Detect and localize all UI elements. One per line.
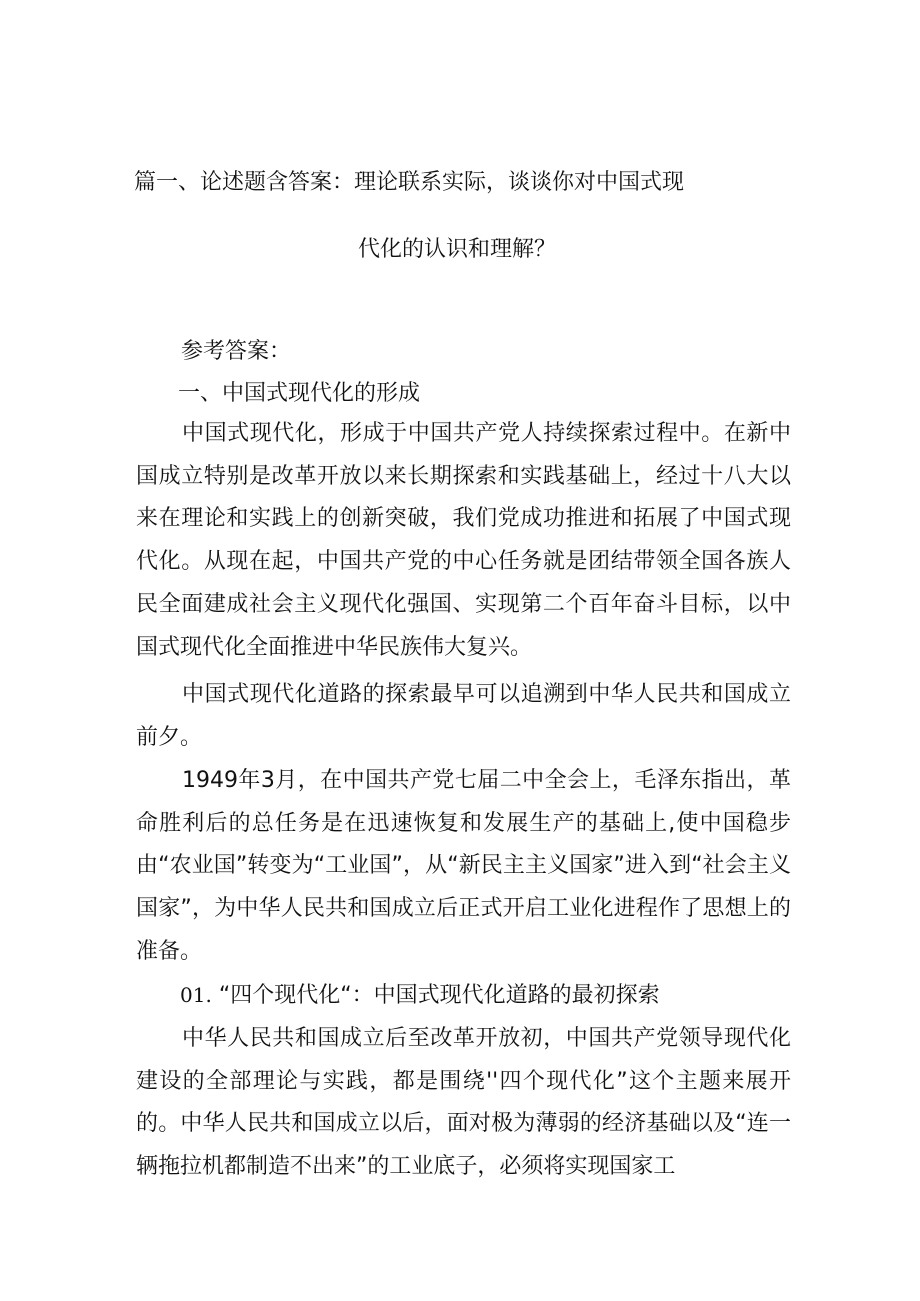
- section-heading-1: 一、中国式现代化的形成: [178, 381, 421, 406]
- reference-answer-label: 参考答案：: [181, 339, 292, 364]
- document-title-line-1: 篇一、论述题含答案：理论联系实际，谈谈你对中国式现: [134, 170, 685, 195]
- subsection-number: 01.: [180, 983, 212, 1007]
- document-title-line-2: 代化的认识和理解？: [358, 237, 557, 262]
- paragraph-3: 1949年3月，在中国共产党七届二中全会上，毛泽东指出，革命胜利后的总任务是在迅速恢复和发展生产的基础上,使中国稳步由“农业国”转变为“工业国”，从“新民主主义国家”进入到“社会主义国家”，为中华人民共和国成立后正式开启工业化进程作了思想上的准备。: [136, 768, 791, 964]
- paragraph-4: 中华人民共和国成立后至改革开放初，中国共产党领导现代化建设的全部理论与实践，都是围绕''四个现代化”这个主题来展开的。中华人民共和国成立以后，面对极为薄弱的经济基础以及“连一辆拖拉机都制造不出来”的工业底子，必须将实现国家工: [136, 1026, 791, 1180]
- subsection-heading-01: [180, 985, 660, 1007]
- paragraph-2: 中国式现代化道路的探索最早可以追溯到中华人民共和国成立前夕。: [136, 682, 791, 750]
- paragraph-1: 中国式现代化，形成于中国共产党人持续探索过程中。在新中国成立特别是改革开放以来长期探索和实践基础上，经过十八大以来在理论和实践上的创新突破，我们党成功推进和拓展了中国式现代化。从现在起，中国共产党的中心任务就是团结带领全国各族人民全面建成社会主义现代化强国、实现第二个百年奋斗目标，以中国式现代化全面推进中华民族伟大复兴。: [136, 421, 791, 660]
- subsection-title: “四个现代化“：中国式现代化道路的最初探索: [218, 983, 660, 1008]
